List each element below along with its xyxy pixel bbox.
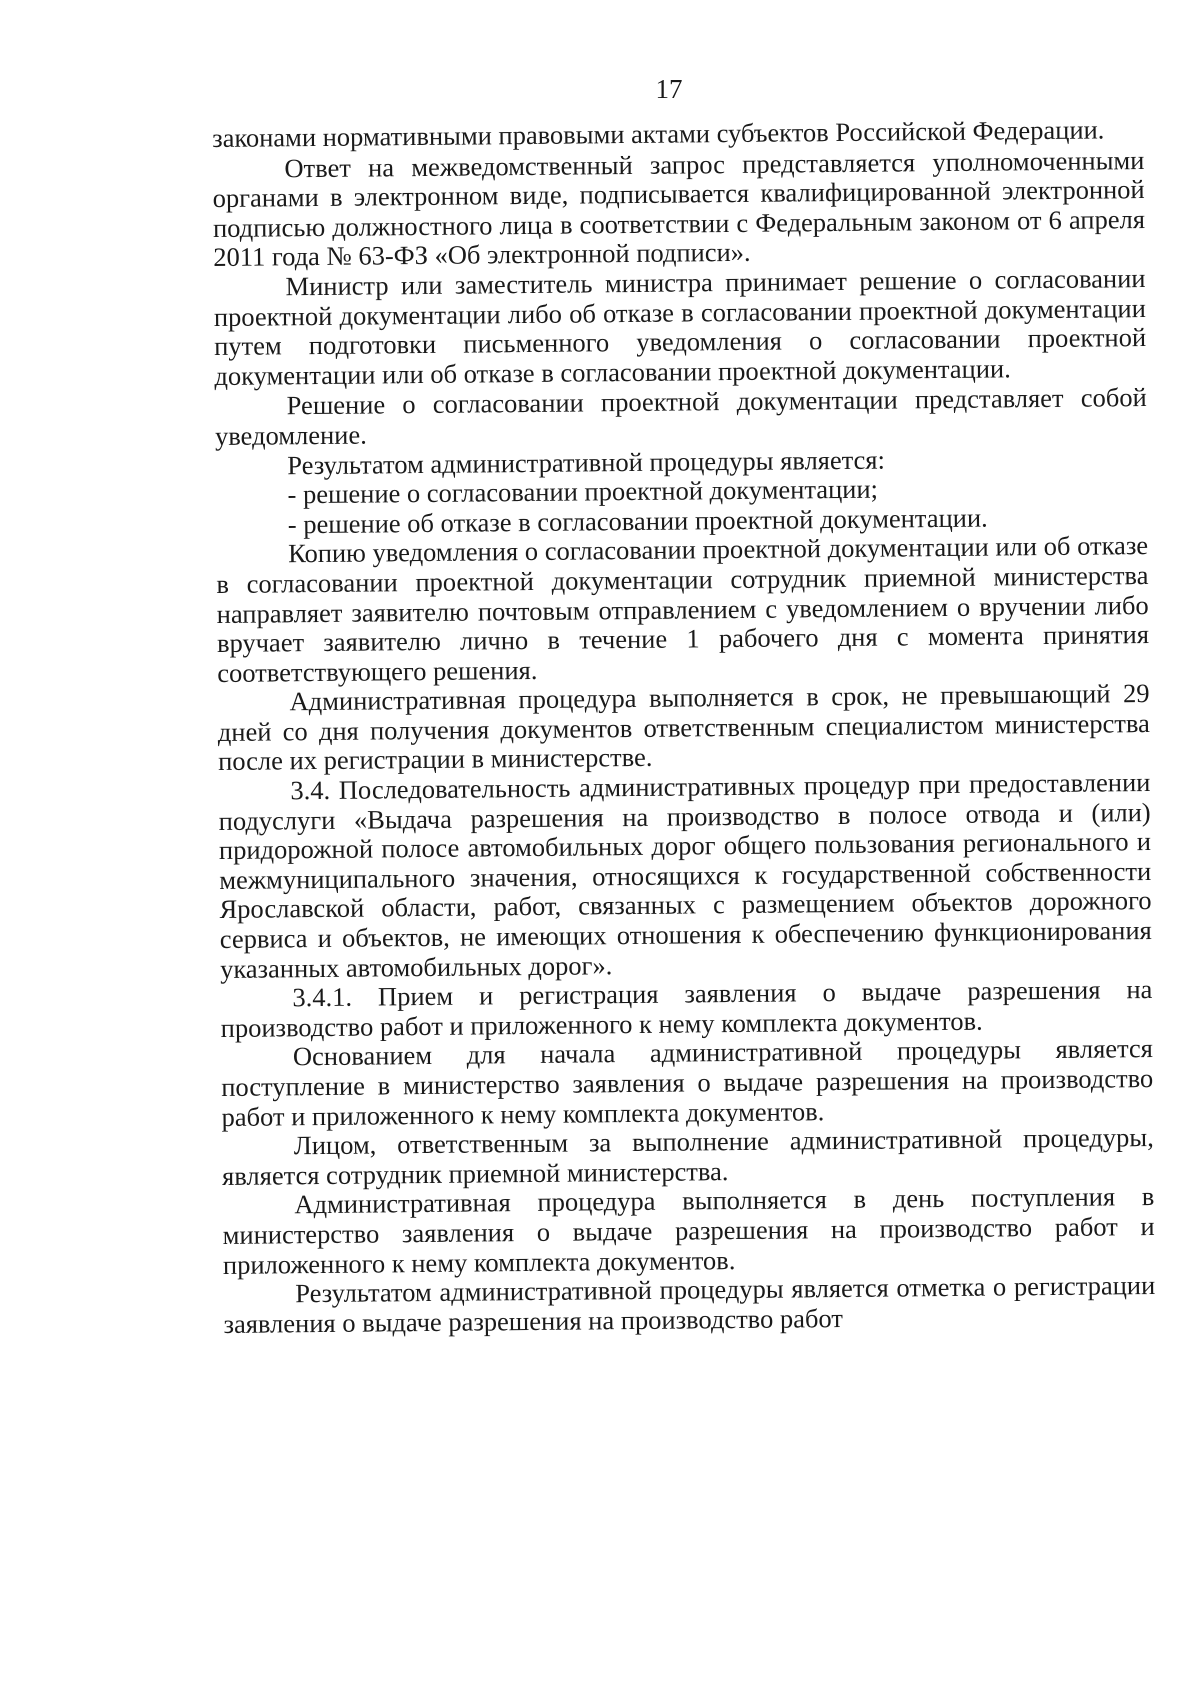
paragraph-minister-decision: Министр или заместитель министра принимает решение о согласовании проектной документации либо об отказе в согласовании проектной документации путем подготовки письменного уведомления о согласовании проектной документации или об отказе в согласовании проектной документации. xyxy=(213,263,1147,391)
paragraph-procedure-basis: Основанием для начала административной процедуры является поступление в министерство заявления о выдаче разрешения на производство работ и приложенного к нему комплекта документов. xyxy=(221,1033,1154,1132)
paragraph-notice-copy: Копию уведомления о согласовании проектной документации или об отказе в согласовании проектной документации сотрудник приемной министерства направляет заявителю почтовым отправлением с уведомлением о вручении либо вручает заявителю лично в течение 1 рабочего дня с момента принятия соответствующего решения. xyxy=(216,530,1150,688)
list-item-refusal: - решение об отказе в согласовании проектной документации. xyxy=(287,502,988,540)
paragraph-continuation: законами нормативными правовыми актами субъектов Российской Федерации. xyxy=(211,114,1105,153)
paragraph-procedure-day: Административная процедура выполняется в день поступления в министерство заявления о выдаче разрешения на производство работ и приложенного к нему комплекта документов. xyxy=(222,1181,1155,1280)
section-3-4-1-heading: 3.4.1. Прием и регистрация заявления о выдаче разрешения на производство работ и приложенного к нему комплекта документов. xyxy=(220,974,1153,1043)
paragraph-procedure-term: Административная процедура выполняется в срок, не превышающий 29 дней со дня получения документов ответственным специалистом министерства после их регистрации в министерстве. xyxy=(217,678,1150,777)
paragraph-interagency-response: Ответ на межведомственный запрос представляется уполномоченными органами в электронном виде, подписывается квалифицированной электронной подписью должностного лица в соответствии с Федеральным законом от 6 апреля 2011 года № 63-ФЗ «Об электронной подписи». xyxy=(212,144,1146,273)
paragraph-result-intro: Результатом административной процедуры является: xyxy=(287,444,886,480)
page-number: 17 xyxy=(655,74,683,104)
paragraph-responsible-person: Лицом, ответственным за выполнение административной процедуры, является сотрудник приемной министерства. xyxy=(221,1122,1154,1191)
list-item-approval: - решение о согласовании проектной документации; xyxy=(287,473,879,510)
document-body xyxy=(212,115,1156,1339)
paragraph-decision-notice: Решение о согласовании проектной документации представляет собой уведомление. xyxy=(214,382,1147,451)
section-3-4-heading: 3.4. Последовательность административных процедур при предоставлении подуслуги «Выдача разрешения на производство в полосе отвода и (или) придорожной полосе автомобильных дорог общего пользования регионального и межмуниципального значения, относящихся к государственной собственности Ярославской области, работ, связанных с размещением объектов дорожного сервиса и объектов, не имеющих отношения к обеспечению функционирования указанных автомобильных дорог». xyxy=(218,767,1152,984)
paragraph-procedure-result: Результатом административной процедуры является отметка о регистрации заявления о выдаче разрешения на производство работ xyxy=(223,1270,1156,1339)
